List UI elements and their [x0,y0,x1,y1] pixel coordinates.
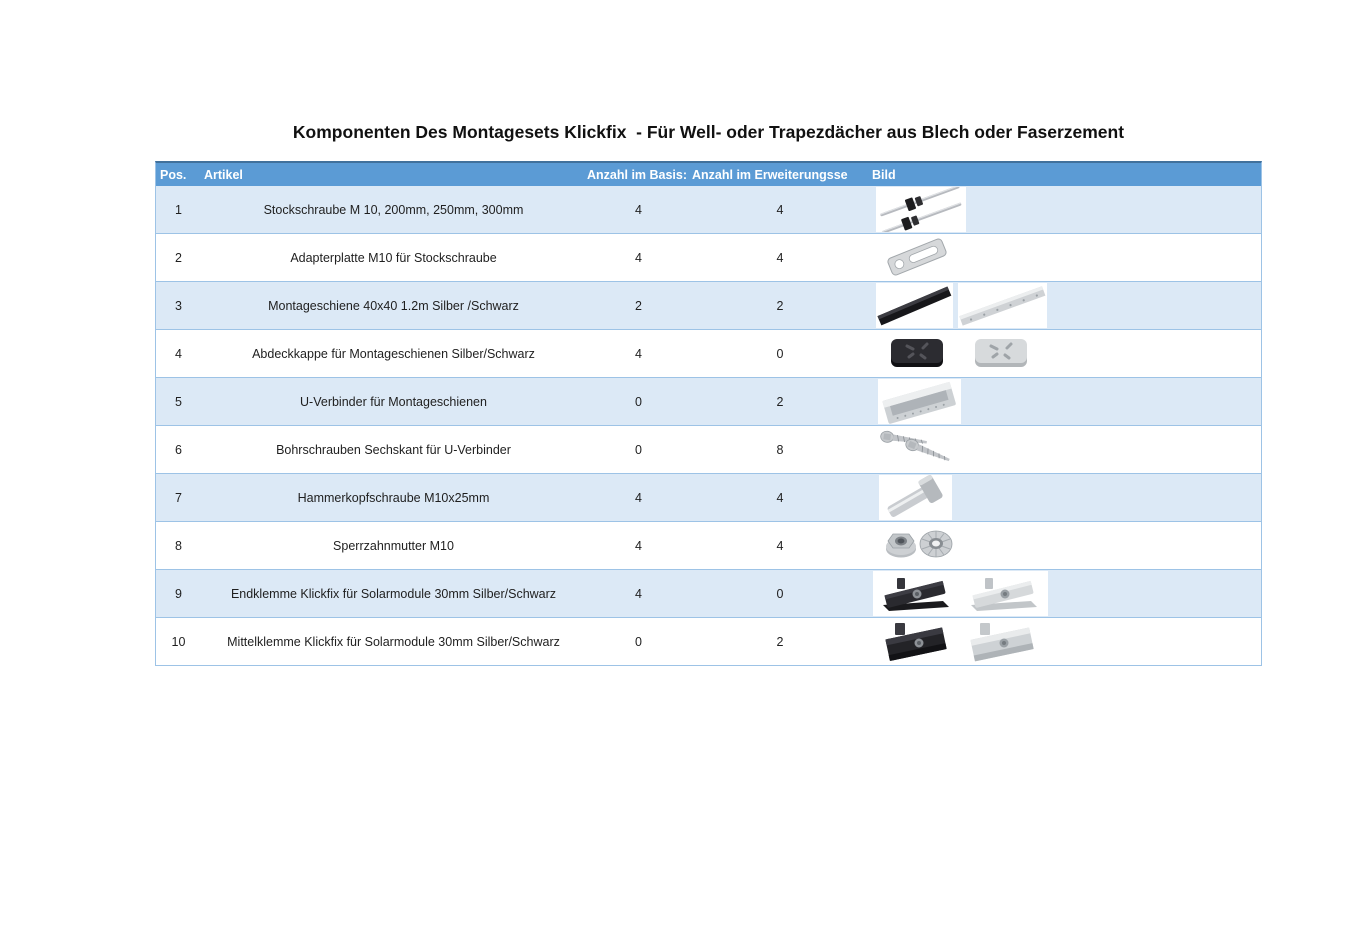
row-pos: 10 [171,634,186,649]
row-pos: 3 [175,298,182,313]
stockschraube-photo [876,187,966,232]
endklemme-silber-photo [971,578,1037,611]
endklemme-schwarz-photo [883,578,949,611]
row-pos: 1 [175,202,182,217]
endklemme-photos [873,571,1048,616]
row-anzahl-basis: 4 [635,202,642,217]
row-pos: 2 [175,250,182,265]
row-artikel: Stockschraube M 10, 200mm, 250mm, 300mm [263,202,524,217]
row-bild [869,234,1261,281]
row-artikel: Hammerkopfschraube M10x25mm [297,490,490,505]
row-anzahl-basis: 0 [635,442,642,457]
hammerkopfschraube-photo [879,475,952,520]
row-bild [869,570,1261,617]
row-artikel: Abdeckkappe für Montageschienen Silber/Schwarz [252,346,535,361]
table-header [156,163,1261,186]
row-bild [869,522,1261,569]
row-pos: 7 [175,490,182,505]
row-anzahl-erweiterung: 8 [776,442,784,457]
row-bild [869,474,1261,521]
row-anzahl-erweiterung: 2 [776,394,784,409]
row-anzahl-basis: 4 [635,490,642,505]
abdeckkappe-silber-photo [969,331,1033,375]
row-bild [869,186,1261,233]
row-pos: 9 [175,586,182,601]
row-pos: 5 [175,394,182,409]
row-pos: 8 [175,538,182,553]
row-anzahl-basis: 4 [635,538,642,553]
table-row [156,233,1261,281]
row-bild [869,282,1261,329]
adapterplatte-photo [885,235,949,279]
row-artikel: Mittelklemme Klickfix für Solarmodule 30mm Silber/Schwarz [227,634,560,649]
abdeckkappe-schwarz-photo [885,331,949,375]
row-anzahl-basis: 0 [635,394,642,409]
row-pos: 6 [175,442,182,457]
row-anzahl-erweiterung: 2 [776,298,784,313]
row-anzahl-erweiterung: 4 [776,250,784,265]
table-row [156,186,1261,233]
row-anzahl-erweiterung: 4 [776,202,784,217]
table-row [156,473,1261,521]
row-anzahl-erweiterung: 4 [776,538,784,553]
mittelklemme-schwarz-photo [879,619,958,664]
table-row [156,377,1261,425]
table-row [156,329,1261,377]
bohrschrauben-photo [879,427,956,469]
row-anzahl-basis: 0 [635,634,642,649]
row-anzahl-erweiterung: 2 [776,634,784,649]
row-anzahl-basis: 4 [635,586,642,601]
row-artikel: Endklemme Klickfix für Solarmodule 30mm Silber/Schwarz [230,586,557,601]
row-bild [869,378,1261,425]
montageschiene-silber-photo [958,283,1047,328]
row-anzahl-basis: 2 [635,298,642,313]
table-row [156,425,1261,473]
header-anzahl-erweiterung: Anzahl im Erweiterungsse [692,167,848,182]
row-artikel: Sperrzahnmutter M10 [333,538,454,553]
header-artikel: Artikel [204,167,243,182]
row-anzahl-basis: 4 [635,346,642,361]
table-row [156,617,1261,665]
row-artikel: Bohrschrauben Sechskant für U-Verbinder [276,442,511,457]
header-bild: Bild [872,167,896,182]
montageschiene-schwarz-photo [876,283,953,328]
header-pos: Pos. [160,167,187,182]
page-title: Komponenten Des Montagesets Klickfix - Für Well- oder Trapezdächer aus Blech oder Faserzement [292,122,1125,142]
row-bild [869,618,1261,665]
row-bild [869,426,1261,473]
row-anzahl-erweiterung: 4 [776,490,784,505]
row-artikel: Montageschiene 40x40 1.2m Silber /Schwarz [268,298,519,313]
header-anzahl-basis: Anzahl im Basis: [587,167,688,182]
u-verbinder-photo [878,379,961,424]
row-bild [869,330,1261,377]
row-pos: 4 [175,346,182,361]
sperrzahnmutter-photo [884,523,954,565]
table-row [156,521,1261,569]
row-artikel: Adapterplatte M10 für Stockschraube [290,250,497,265]
row-anzahl-erweiterung: 0 [776,346,784,361]
mittelklemme-silber-photo [964,619,1046,664]
row-artikel: U-Verbinder für Montageschienen [300,394,487,409]
table-row [156,281,1261,329]
table-row [156,569,1261,617]
components-table [155,161,1262,666]
row-anzahl-basis: 4 [635,250,642,265]
row-anzahl-erweiterung: 0 [776,586,784,601]
